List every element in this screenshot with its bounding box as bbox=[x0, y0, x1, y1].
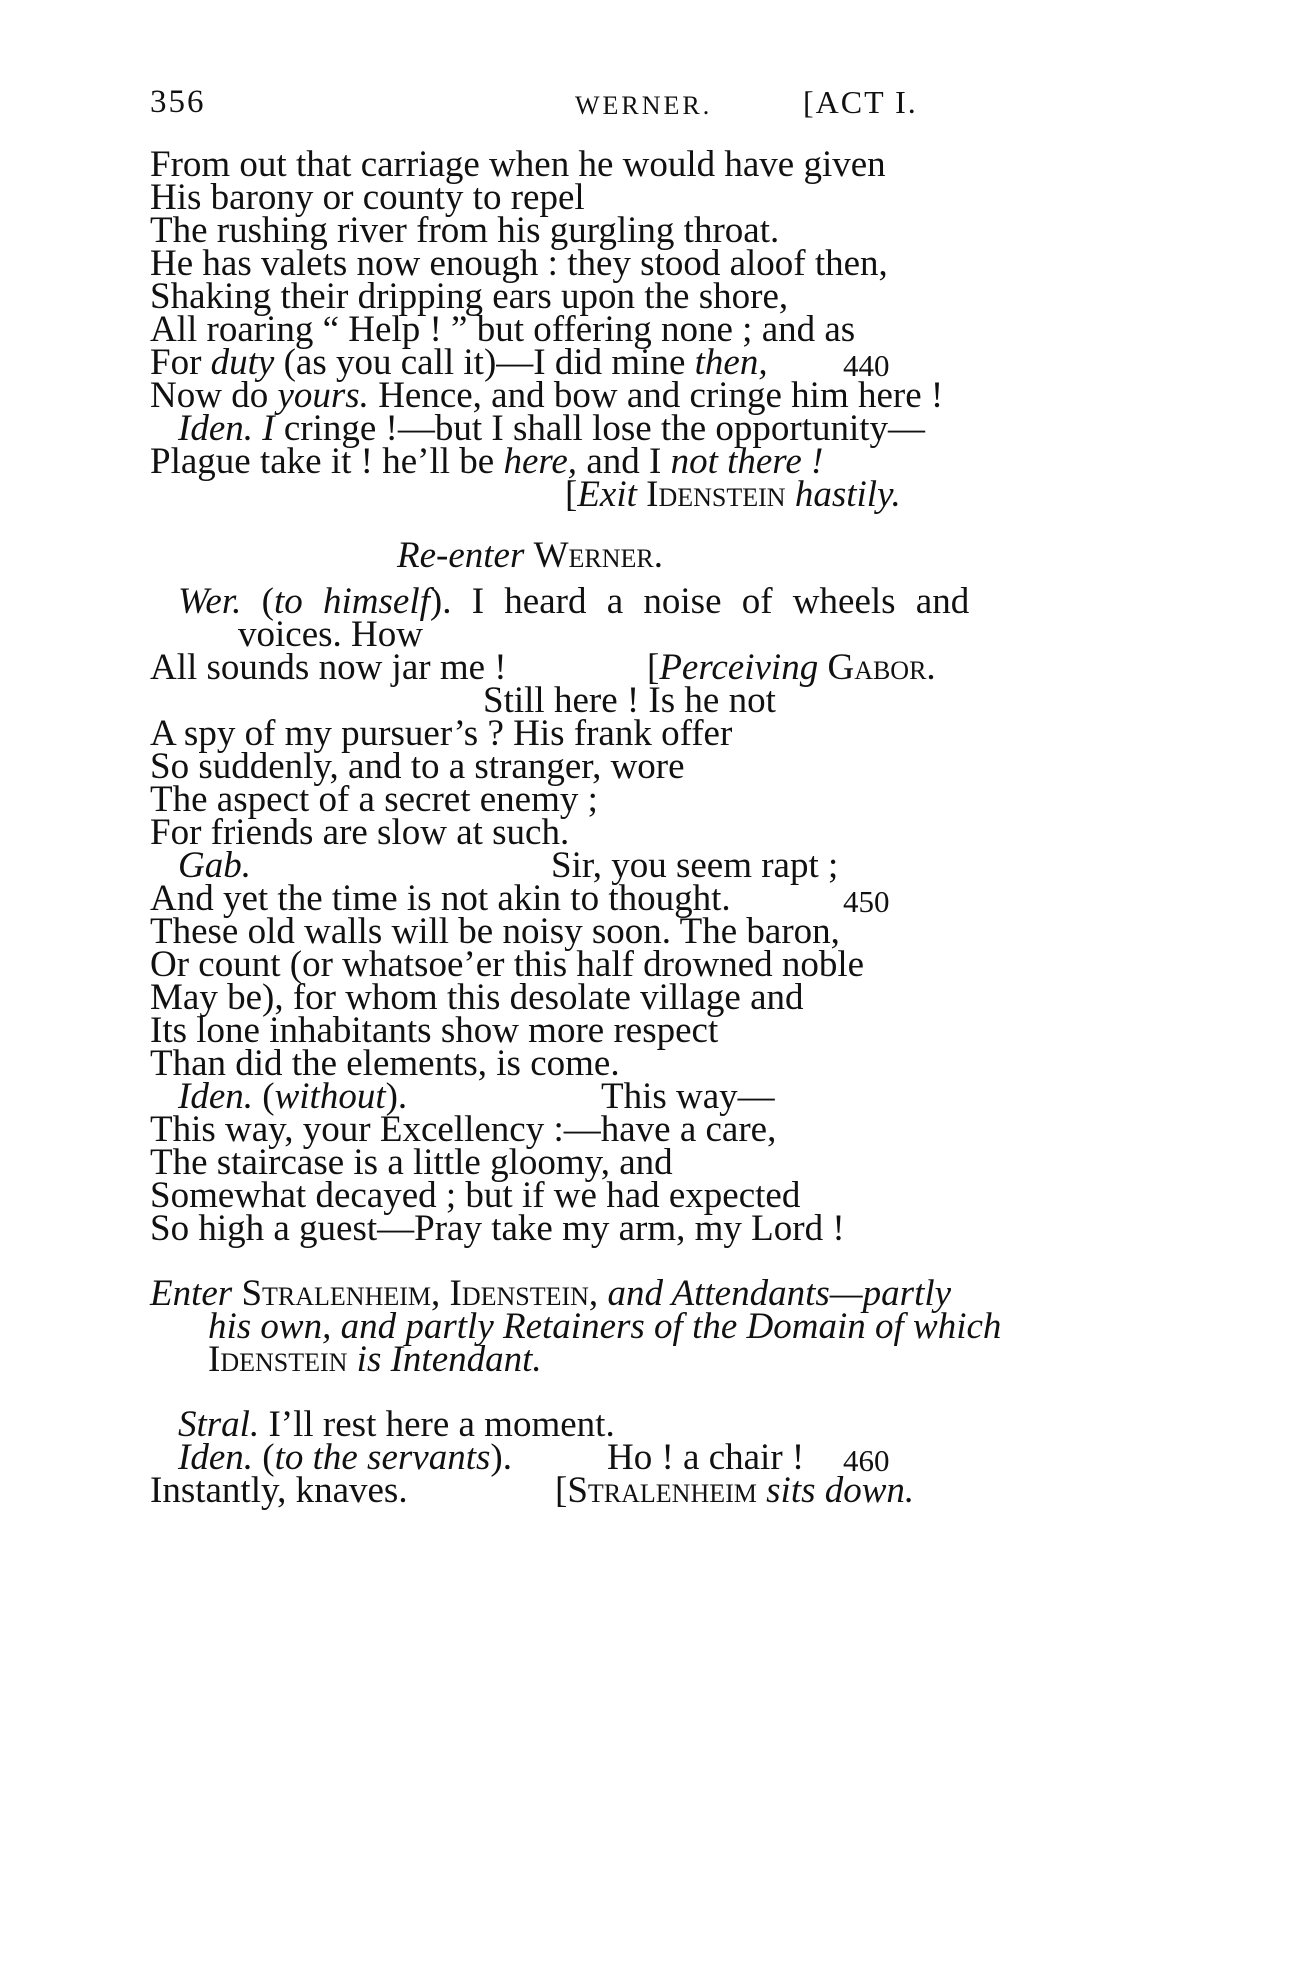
line-number: 440 bbox=[843, 348, 890, 383]
act-marker: [ACT I. bbox=[803, 84, 918, 120]
book-page: 356 WERNER. [ACT I. From out that carriage when he would have given His barony or county to repel The rushing river from his gurgling throat. He has valets now enough : they stood aloof then, Shaking their dripping ears upon the shore, All roaring “ Help ! ” but offering none ; and as For duty (as you call it)—I did mine then, 440 Now do yours. Hence, and bow and cringe him here ! Iden. I cringe !—but I shall lose the opportunity— Plague take it ! he’ll be here, and I not there ! [Exit Idenstein hastily. Re-enter Werner. Wer. (to himself). I heard a noise of wheels and voices. How All sounds now jar me ! [Perceiving Gabor. Still here ! Is he not A spy of my pursuer’s ? His frank offer So suddenly, and to a stranger, wore The aspect of a secret enemy ; For friends are slow at such. Gab. Sir, you seem rapt ; And yet the time is not akin to thought. 450 These old walls will be noisy soon. The baron, Or count (or whatsoe’er this half drowned noble May be), for whom this desolate village and Its lone inhabitants show more respect Than did the elements, is come. Iden. (without). This way— This way, your Excellency :—have a care, The staircase is a little gloomy, and Somewhat decayed ; but if we had expected So high a guest—Pray take my arm, my Lord ! Enter Stralenheim, Idenstein, and Attendants—partly his own, and partly Retainers of the Domain of which Idenstein is Intendant. Stral. I’ll rest here a moment. Iden. (to the servants). Ho ! a chair ! 460 Instantly, knaves. [Stralenheim sits down. bbox=[150, 84, 1002, 1511]
speaker-name: Iden. bbox=[178, 1437, 253, 1478]
stage-direction: [Stralenheim sits down. bbox=[555, 1470, 915, 1511]
line-number: 450 bbox=[843, 884, 890, 919]
line-number: 460 bbox=[843, 1443, 890, 1478]
stage-direction: [Perceiving Gabor. bbox=[647, 647, 936, 688]
speaker-name: Wer. bbox=[178, 581, 242, 622]
speaker-name: Iden. bbox=[178, 1076, 253, 1117]
page-number: 356 bbox=[150, 84, 206, 120]
running-title: WERNER. bbox=[575, 91, 713, 120]
speaker-name: Gab. bbox=[178, 845, 251, 886]
speaker-name: Iden. bbox=[178, 408, 253, 449]
speaker-name: Stral. bbox=[178, 1404, 260, 1445]
